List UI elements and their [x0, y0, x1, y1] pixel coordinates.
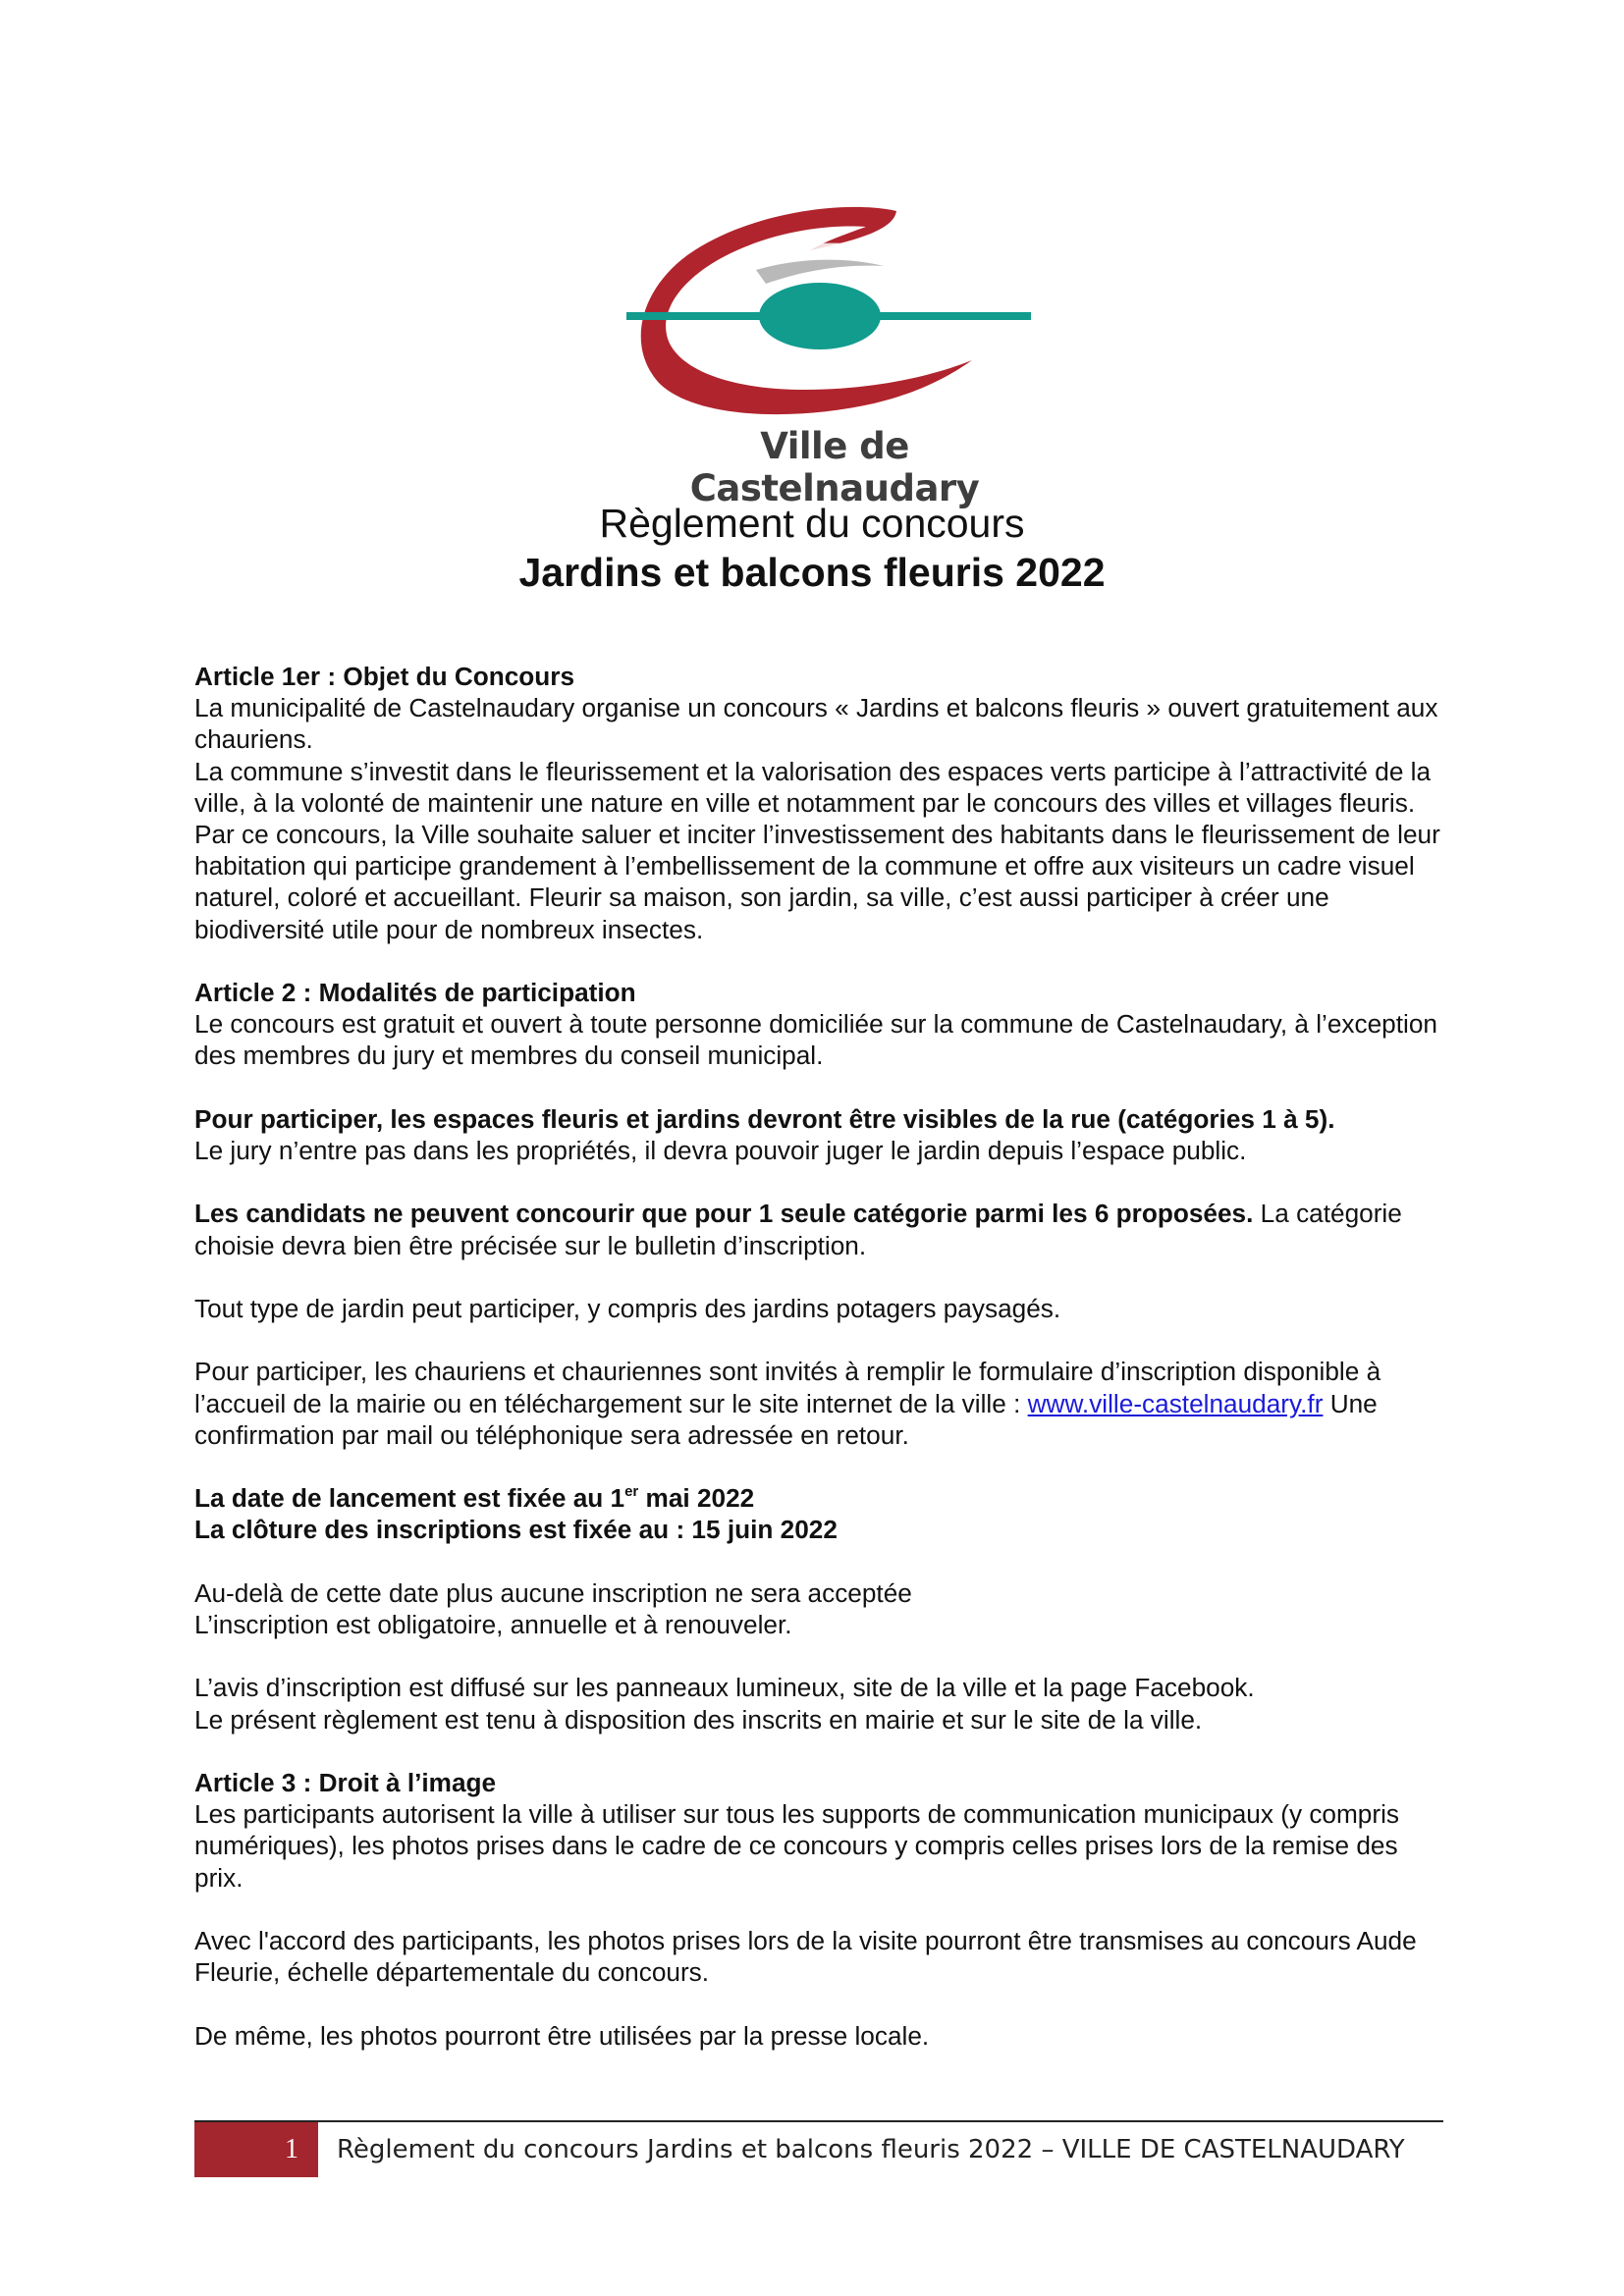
- article-2-notice: [194, 1672, 1446, 1735]
- article-2-category-bold: Les candidats ne peuvent concourir que pour 1 seule catégorie parmi les 6 proposées.: [194, 1199, 1254, 1229]
- notice-text: L’avis d’inscription est diffusé sur les panneaux lumineux, site de la ville et la page Facebook.: [194, 1673, 1255, 1703]
- article-1-p1: La municipalité de Castelnaudary organise un concours « Jardins et balcons fleuris » ouvert gratuitement aux chauriens.: [194, 693, 1438, 755]
- launch-date-month: mai 2022: [638, 1483, 755, 1514]
- article-2-dates: [194, 1482, 1446, 1545]
- city-logo-emblem: [609, 201, 1041, 427]
- article-1-p3: Par ce concours, la Ville souhaite saluer et inciter l’investissement des habitants dans le fleurissement de leur habitation qui participe grandement à l’embellissement de la commune et offre aux visiteurs un cadre visuel naturel, coloré et accueillant. Fleurir sa maison, son jardin, sa ville, c’est aussi participer à créer une biodiversité utile pour de nombreux insectes.: [194, 820, 1440, 944]
- logo-label: Ville de Castelnaudary: [689, 425, 980, 509]
- document-title: [0, 499, 1624, 597]
- article-1-heading: Article 1er : Objet du Concours: [194, 662, 575, 691]
- website-link[interactable]: www.ville-castelnaudary.fr: [1027, 1388, 1324, 1418]
- article-2-visibility-text: Le jury n’entre pas dans les propriétés, il devra pouvoir juger le jardin depuis l’espace public.: [194, 1136, 1247, 1166]
- page-number: 1: [194, 2122, 318, 2177]
- article-2-deadline: [194, 1577, 1446, 1640]
- article-1: [194, 661, 1446, 945]
- article-2-intro: [194, 977, 1446, 1072]
- rules-availability-text: Le présent règlement est tenu à disposition des inscrits en mairie et sur le site de la ville.: [194, 1704, 1203, 1735]
- article-1-p2: La commune s’investit dans le fleurissement et la valorisation des espaces verts participe à l’attractivité de la ville, à la volonté de maintenir une nature en ville et notamment par le concours des villes et villages fleuris.: [194, 756, 1432, 818]
- document-body: [194, 661, 1446, 2083]
- article-3-p1: Les participants autorisent la ville à utiliser sur tous les supports de communication municipaux (y compris numériques), les photos prises dans le cadre de ce concours y compris celles prises lors de la remise des prix.: [194, 1799, 1399, 1893]
- article-3-p3: De même, les photos pourront être utilisées par la presse locale.: [194, 2020, 930, 2051]
- footer-text: Règlement du concours Jardins et balcons fleuris 2022 – VILLE DE CASTELNAUDARY: [337, 2135, 1405, 2164]
- article-2-registration-after: Une confirmation par mail ou téléphonique sera adressée en retour.: [194, 1388, 1378, 1450]
- closing-date: La clôture des inscriptions est fixée au : 15 juin 2022: [194, 1515, 838, 1545]
- article-2-registration: [194, 1356, 1446, 1451]
- article-3-heading: Article 3 : Droit à l’image: [194, 1767, 497, 1797]
- title-line-2: Jardins et balcons fleuris 2022: [518, 550, 1106, 595]
- article-3: [194, 1767, 1446, 1894]
- launch-date: [194, 1483, 754, 1513]
- launch-date-sup: er: [624, 1483, 639, 1501]
- mandatory-text: L’inscription est obligatoire, annuelle et à renouveler.: [194, 1609, 792, 1639]
- logo-teal-ellipse: [759, 283, 881, 349]
- page-footer: [194, 2120, 1443, 2179]
- article-2-visibility: [194, 1103, 1446, 1166]
- launch-date-text: La date de lancement est fixée au 1: [194, 1483, 625, 1514]
- article-2-heading: Article 2 : Modalités de participation: [194, 978, 636, 1008]
- city-logo: [609, 201, 1041, 509]
- article-2-p1: Le concours est gratuit et ouvert à toute personne domiciliée sur la commune de Castelnaudary, à l’exception des membres du jury et membres du conseil municipal.: [194, 1009, 1437, 1071]
- article-2-category-text: La catégorie choisie devra bien être précisée sur le bulletin d’inscription.: [194, 1199, 1402, 1260]
- article-2-garden-types: Tout type de jardin peut participer, y compris des jardins potagers paysagés.: [194, 1294, 1061, 1323]
- article-3-p2: Avec l'accord des participants, les photos prises lors de la visite pourront être transmises au concours Aude Fleurie, échelle départementale du concours.: [194, 1925, 1417, 1988]
- deadline-text: Au-delà de cette date plus aucune inscription ne sera acceptée: [194, 1577, 912, 1608]
- article-2-category: [194, 1198, 1446, 1260]
- article-2-visibility-bold: Pour participer, les espaces fleuris et jardins devront être visibles de la rue (catégories 1 à 5).: [194, 1103, 1335, 1134]
- title-line-1: Règlement du concours: [599, 501, 1025, 546]
- article-2-registration-text: Pour participer, les chauriens et chauriennes sont invités à remplir le formulaire d’inscription disponible à l’accueil de la mairie ou en téléchargement sur le site internet de la ville :: [194, 1357, 1381, 1418]
